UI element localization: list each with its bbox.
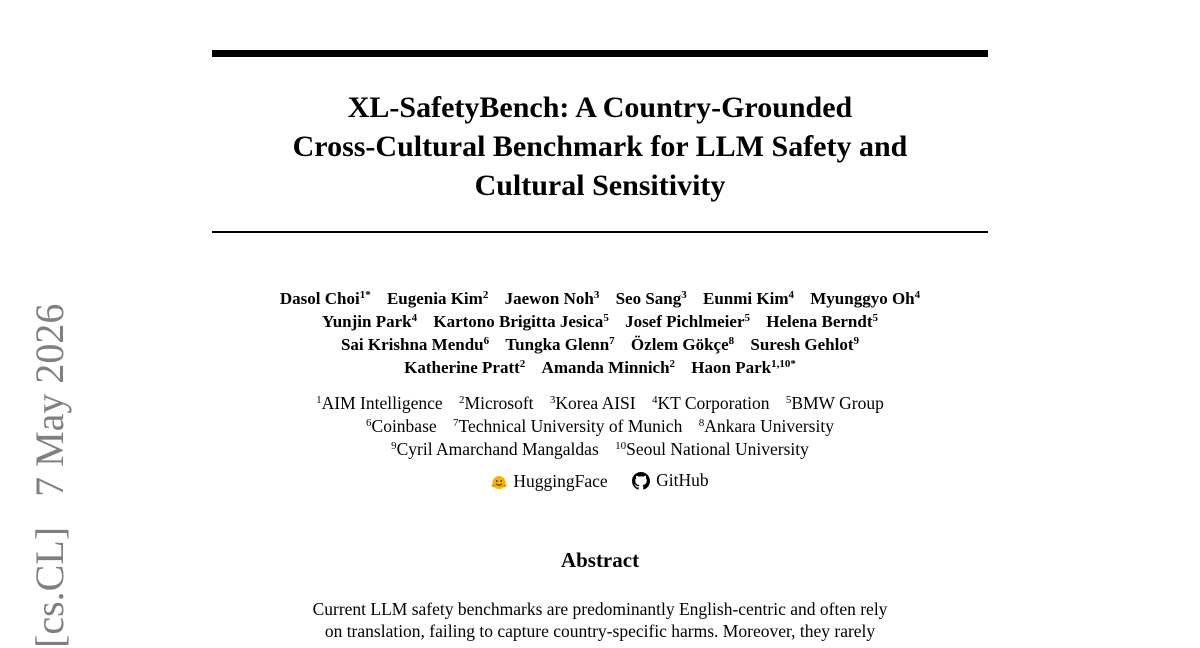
title-line: Cross-Cultural Benchmark for LLM Safety and	[292, 130, 908, 163]
affiliation-line	[150, 438, 1050, 461]
abstract-line: on translation, failing to capture country-specific harms. Moreover, they rarely	[324, 621, 876, 641]
resource-links	[150, 469, 1050, 496]
author: Jaewon Noh$^3$	[504, 289, 600, 308]
affiliation: $^6$Coinbase	[366, 416, 437, 436]
author: Eunmi Kim$^4$	[703, 289, 794, 308]
author: Tungka Glenn$^7$	[505, 335, 615, 354]
author: Dasol Choi$^{1*}$	[279, 289, 371, 308]
affiliation: $^2$Microsoft	[459, 393, 534, 413]
arxiv-category: [cs.CL]	[27, 526, 72, 648]
author-line	[150, 356, 1050, 379]
affiliation: $^4$KT Corporation	[651, 393, 770, 413]
huggingface-link-label: HuggingFace	[513, 471, 608, 491]
github-link[interactable]	[632, 469, 709, 492]
author: Katherine Pratt$^2$	[404, 358, 526, 377]
affiliation-line	[150, 415, 1050, 438]
affiliation-list	[150, 392, 1050, 461]
github-link-label: GitHub	[656, 470, 709, 490]
abstract-heading: Abstract	[560, 548, 640, 572]
paper-title	[212, 88, 988, 205]
author-line	[150, 333, 1050, 356]
title-line: XL-SafetyBench: A Country-Grounded	[347, 91, 853, 124]
huggingface-link[interactable]	[491, 470, 607, 493]
abstract-line: Current LLM safety benchmarks are predominantly English-centric and often rely	[312, 599, 888, 619]
author: Seo Sang$^3$	[615, 289, 687, 308]
affiliation: $^8$Ankara University	[698, 416, 834, 436]
author: Özlem Gökçe$^8$	[630, 335, 735, 354]
affiliation: $^3$Korea AISI	[549, 393, 636, 413]
author: Suresh Gehlot$^9$	[750, 335, 860, 354]
arxiv-date: 7 May 2026	[27, 303, 72, 497]
author: Eugenia Kim$^2$	[386, 289, 489, 308]
author: Helena Berndt$^5$	[766, 312, 878, 331]
author: Kartono Brigitta Jesica$^5$	[433, 312, 609, 331]
title-top-rule	[212, 50, 988, 57]
author-list	[150, 287, 1050, 379]
author: Yunjin Park$^4$	[321, 312, 418, 331]
github-octocat-icon	[632, 472, 650, 490]
author-line	[150, 310, 1050, 333]
title-line: Cultural Sensitivity	[474, 169, 726, 202]
author: Josef Pichlmeier$^5$	[625, 312, 750, 331]
title-bottom-rule	[212, 231, 988, 233]
arxiv-sidebar-stamp	[27, 303, 72, 648]
affiliation: $^{10}$Seoul National University	[615, 439, 809, 459]
author: Myunggyo Oh$^4$	[810, 289, 921, 308]
affiliation: $^9$Cyril Amarchand Mangaldas	[391, 439, 599, 459]
affiliation: $^1$AIM Intelligence	[316, 393, 443, 413]
abstract-body	[280, 598, 920, 642]
huggingface-emoji-icon	[491, 474, 507, 490]
author: Sai Krishna Mendu$^6$	[340, 335, 490, 354]
affiliation: $^5$BMW Group	[785, 393, 884, 413]
author-line	[150, 287, 1050, 310]
affiliation-line	[150, 392, 1050, 415]
author: Amanda Minnich$^2$	[541, 358, 676, 377]
author: Haon Park$^{1,10*}$	[691, 358, 796, 377]
affiliation: $^7$Technical University of Munich	[453, 416, 683, 436]
